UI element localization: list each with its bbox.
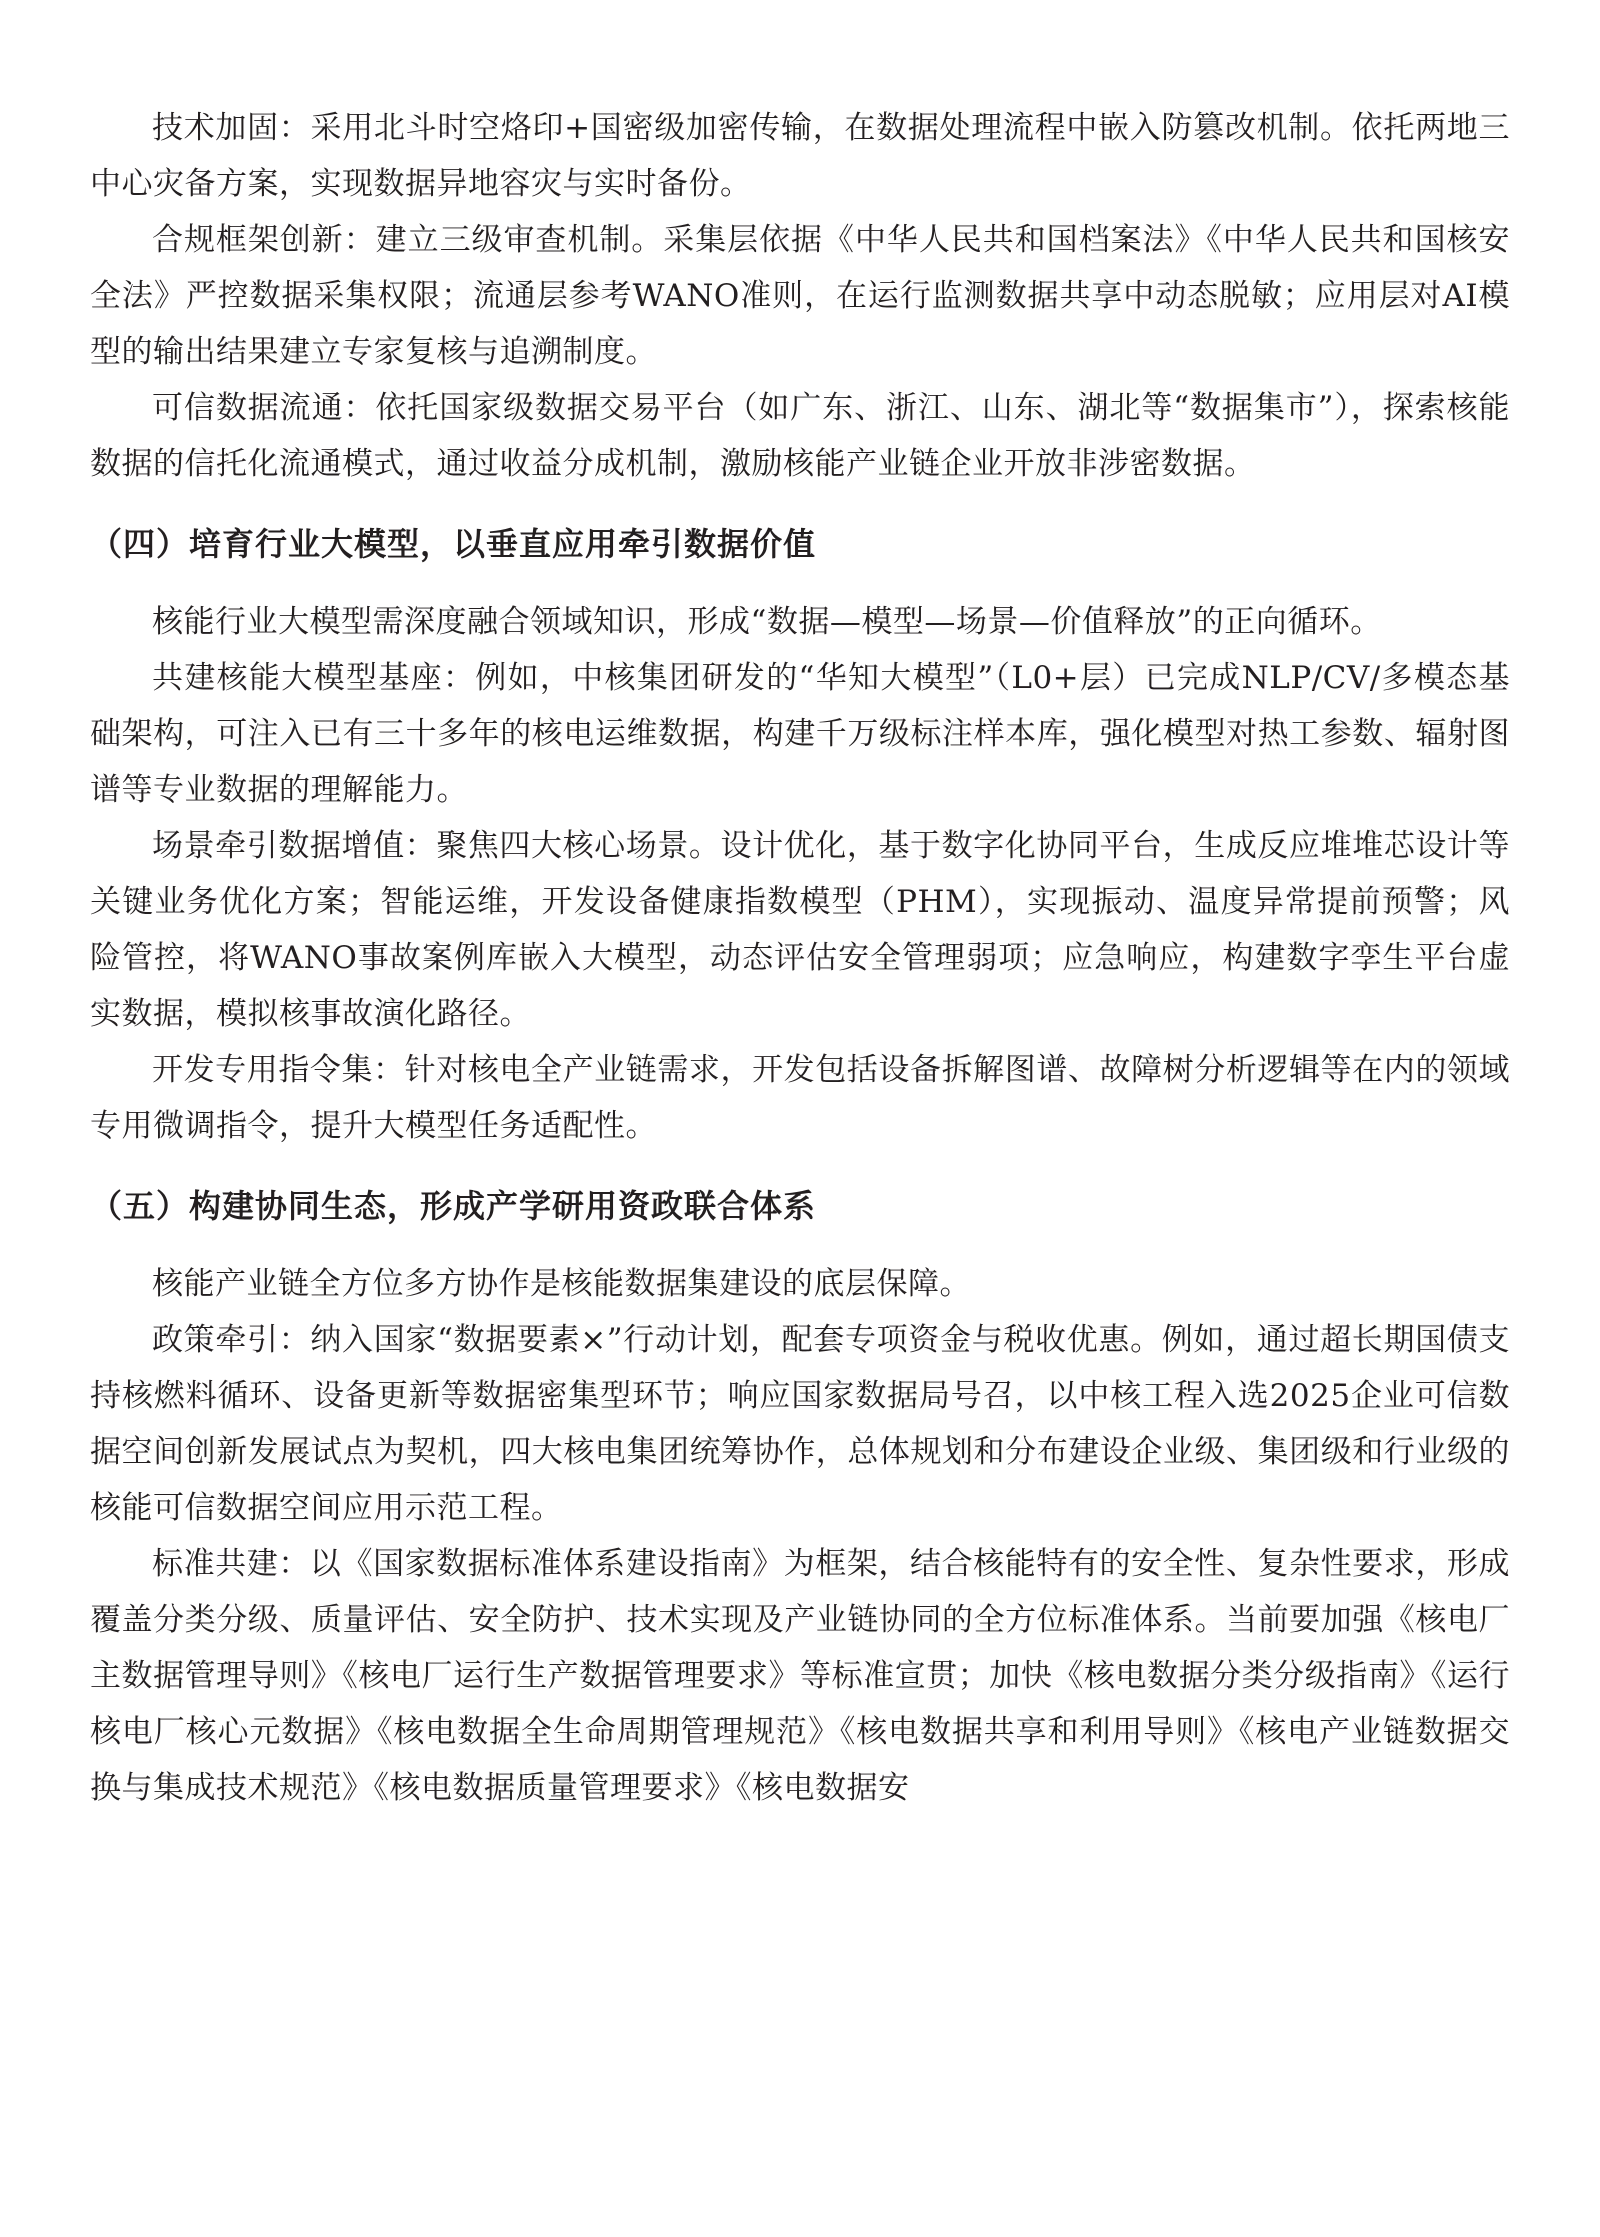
section-5-heading: （五）构建协同生态，形成产学研用资政联合体系 [90,1187,817,1225]
section-4-heading: （四）培育行业大模型，以垂直应用牵引数据价值 [90,525,817,563]
paragraph-ecosystem-intro: 核能产业链全方位多方协作是核能数据集建设的底层保障。 [152,1266,971,1302]
paragraph-scenario-traction: 场景牵引数据增值：聚焦四大核心场景。设计优化，基于数字化协同平台，生成反应堆堆芯设计等关键业务优化方案；智能运维，开发设备健康指数模型（PHM），实现振动、温度异常提前预警；风险管控，将WANO事故案例库嵌入大模型，动态评估安全管理弱项；应急响应，构建数字孪生平台虚实数据，模拟核事故演化路径。 [90,828,1510,1032]
paragraph-industry-model-intro: 核能行业大模型需深度融合领域知识，形成“数据—模型—场景—价值释放”的正向循环。 [152,604,1382,640]
paragraph-instruction-set: 开发专用指令集：针对核电全产业链需求，开发包括设备拆解图谱、故障树分析逻辑等在内的领域专用微调指令，提升大模型任务适配性。 [90,1052,1510,1144]
paragraph-policy-traction: 政策牵引：纳入国家“数据要素×”行动计划，配套专项资金与税收优惠。例如，通过超长期国债支持核燃料循环、设备更新等数据密集型环节；响应国家数据局号召，以中核工程入选2025企业可信数据空间创新发展试点为契机，四大核电集团统筹协作，总体规划和分布建设企业级、集团级和行业级的核能可信数据空间应用示范工程。 [90,1322,1510,1526]
paragraph-trusted-data-circulation: 可信数据流通：依托国家级数据交易平台（如广东、浙江、山东、湖北等“数据集市”），探索核能数据的信托化流通模式，通过收益分成机制，激励核能产业链企业开放非涉密数据。 [90,390,1510,482]
paragraph-model-foundation: 共建核能大模型基座：例如，中核集团研发的“华知大模型”（L0+层）已完成NLP/CV/多模态基础架构，可注入已有三十多年的核电运维数据，构建千万级标注样本库，强化模型对热工参数、辐射图谱等专业数据的理解能力。 [90,660,1510,808]
paragraph-compliance-framework: 合规框架创新：建立三级审查机制。采集层依据《中华人民共和国档案法》《中华人民共和国核安全法》严控数据采集权限；流通层参考WANO准则，在运行监测数据共享中动态脱敏；应用层对AI模型的输出结果建立专家复核与追溯制度。 [90,222,1510,370]
document-page [90,100,1510,1816]
paragraph-standards: 标准共建：以《国家数据标准体系建设指南》为框架，结合核能特有的安全性、复杂性要求，形成覆盖分类分级、质量评估、安全防护、技术实现及产业链协同的全方位标准体系。当前要加强《核电厂主数据管理导则》《核电厂运行生产数据管理要求》等标准宣贯；加快《核电数据分类分级指南》《运行核电厂核心元数据》《核电数据全生命周期管理规范》《核电数据共享和利用导则》《核电产业链数据交换与集成技术规范》《核电数据质量管理要求》《核电数据安 [90,1546,1510,1806]
paragraph-tech-reinforcement: 技术加固：采用北斗时空烙印+国密级加密传输，在数据处理流程中嵌入防篡改机制。依托两地三中心灾备方案，实现数据异地容灾与实时备份。 [90,110,1510,202]
